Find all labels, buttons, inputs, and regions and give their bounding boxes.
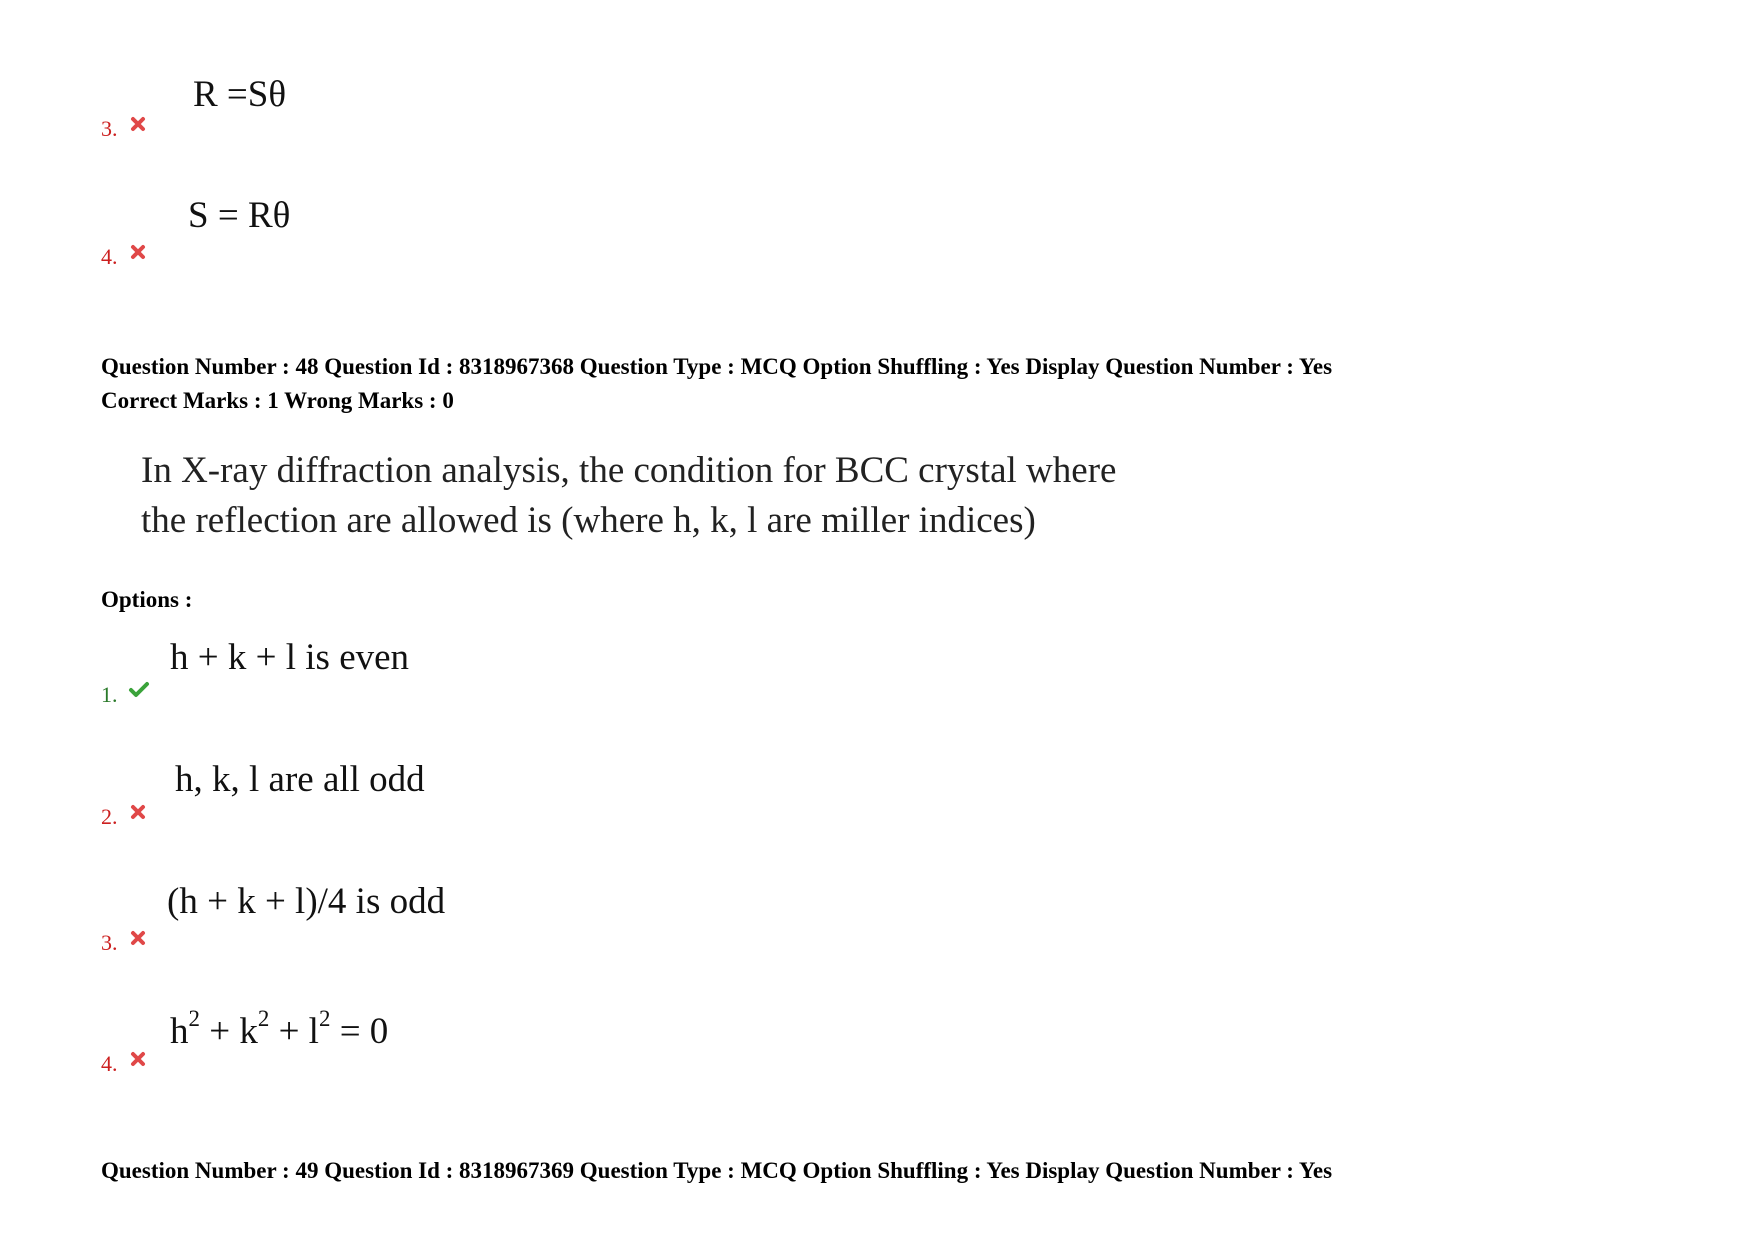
- equation-h: h: [170, 1011, 189, 1052]
- superscript: 2: [188, 1005, 200, 1031]
- options-label: Options :: [101, 587, 193, 612]
- option-text: (h + k + l)/4 is odd: [167, 881, 446, 922]
- question-meta: Question Number : 49 Question Id : 8318967369 Question Type : MCQ Option Shuffling : Yes Display Question Number : Yes: [101, 1158, 1333, 1183]
- cross-icon: [129, 1050, 147, 1068]
- option-number: 3.: [101, 116, 118, 141]
- cross-icon: [129, 115, 147, 133]
- question-text-line-1: In X-ray diffraction analysis, the condition for BCC crystal where: [141, 450, 1117, 491]
- question-text-line-2: the reflection are allowed is (where h, k, l are miller indices): [141, 500, 1036, 541]
- option-number: 1.: [101, 682, 118, 707]
- question-meta: Question Number : 48 Question Id : 8318967368 Question Type : MCQ Option Shuffling : Yes Display Question Number : Yes: [101, 354, 1333, 379]
- equation-plus-l: + l: [269, 1011, 319, 1052]
- checkmark-icon: [128, 681, 150, 699]
- superscript: 2: [257, 1005, 270, 1031]
- option-number: 4.: [101, 244, 118, 269]
- question-marks: Correct Marks : 1 Wrong Marks : 0: [101, 388, 454, 413]
- option-number: 2.: [101, 804, 118, 829]
- option-text: h + k + l is even: [170, 637, 410, 678]
- option-text: S = Rθ: [188, 195, 291, 236]
- superscript: 2: [318, 1005, 331, 1031]
- option-text: R =Sθ: [193, 74, 287, 115]
- option-text-equation: [170, 1005, 389, 1052]
- cross-icon: [129, 929, 147, 947]
- option-number: 3.: [101, 930, 118, 955]
- option-text: h, k, l are all odd: [175, 759, 425, 800]
- equation-plus-k: + k: [199, 1011, 258, 1052]
- equation-equals: = 0: [330, 1011, 389, 1052]
- cross-icon: [129, 243, 147, 261]
- cross-icon: [129, 803, 147, 821]
- option-number: 4.: [101, 1051, 118, 1076]
